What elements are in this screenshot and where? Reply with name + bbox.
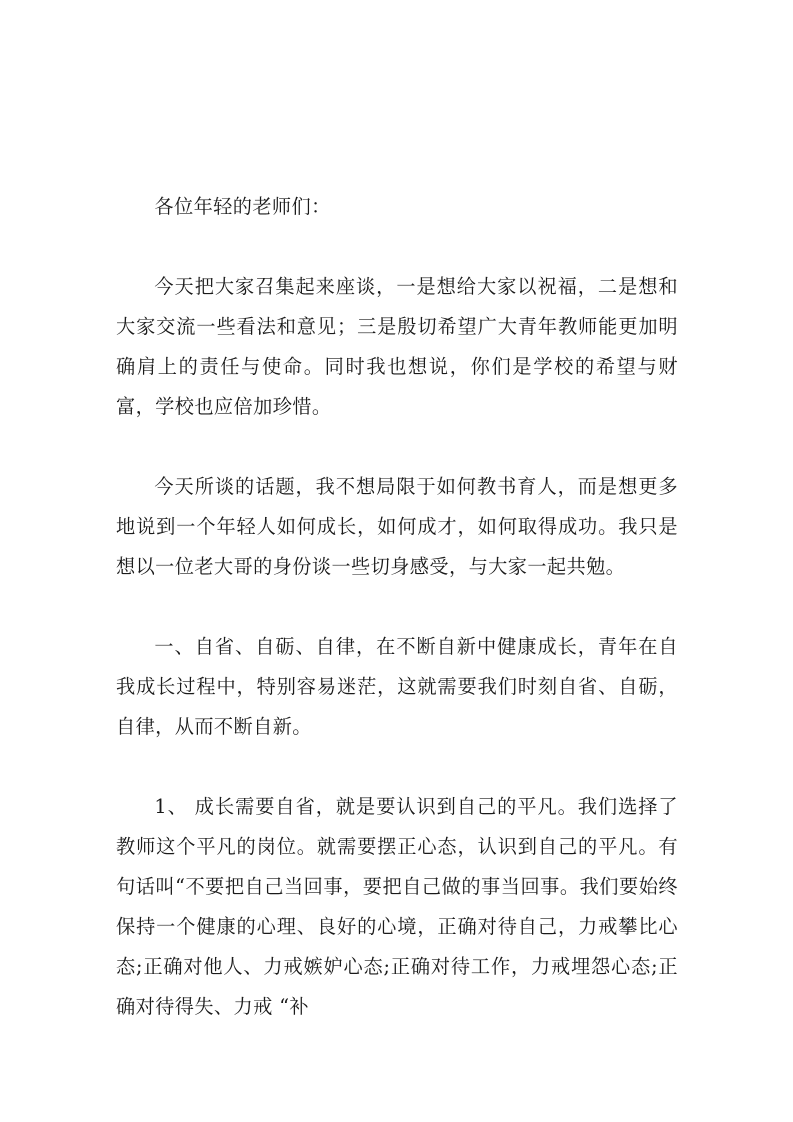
paragraph-section-one: 一、自省、自砺、自律，在不断自新中健康成长，青年在自我成长过程中，特别容易迷茫，这就需要我们时刻自省、自砺，自律，从而不断自新。 <box>116 635 678 738</box>
paragraph-spacer <box>116 747 678 787</box>
paragraph-spacer <box>116 227 678 267</box>
paragraph-intro: 今天把大家召集起来座谈，一是想给大家以祝福，二是想和大家交流一些看法和意见；三是殷切希望广大青年教师能更加明确肩上的责任与使命。同时我也想说，你们是学校的希望与财富，学校也应倍加珍惜。 <box>116 275 678 418</box>
paragraph-spacer <box>116 427 678 467</box>
document-page <box>116 187 678 1027</box>
paragraph-spacer <box>116 587 678 627</box>
salutation: 各位年轻的老师们： <box>154 195 331 218</box>
paragraph-point-one: 1、 成长需要自省，就是要认识到自己的平凡。我们选择了教师这个平凡的岗位。就需要摆正心态，认识到自己的平凡。有句话叫“不要把自己当回事，要把自己做的事当回事。我们要始终保持一个健康的心理、良好的心境，正确对待自己，力戒攀比心态;正确对他人、力戒嫉妒心态;正确对待工作，力戒埋怨心态;正确对待得失、力戒 “补 <box>116 795 678 1018</box>
paragraph-topic: 今天所谈的话题，我不想局限于如何教书育人，而是想更多地说到一个年轻人如何成长，如何成才，如何取得成功。我只是想以一位老大哥的身份谈一些切身感受，与大家一起共勉。 <box>116 475 678 578</box>
